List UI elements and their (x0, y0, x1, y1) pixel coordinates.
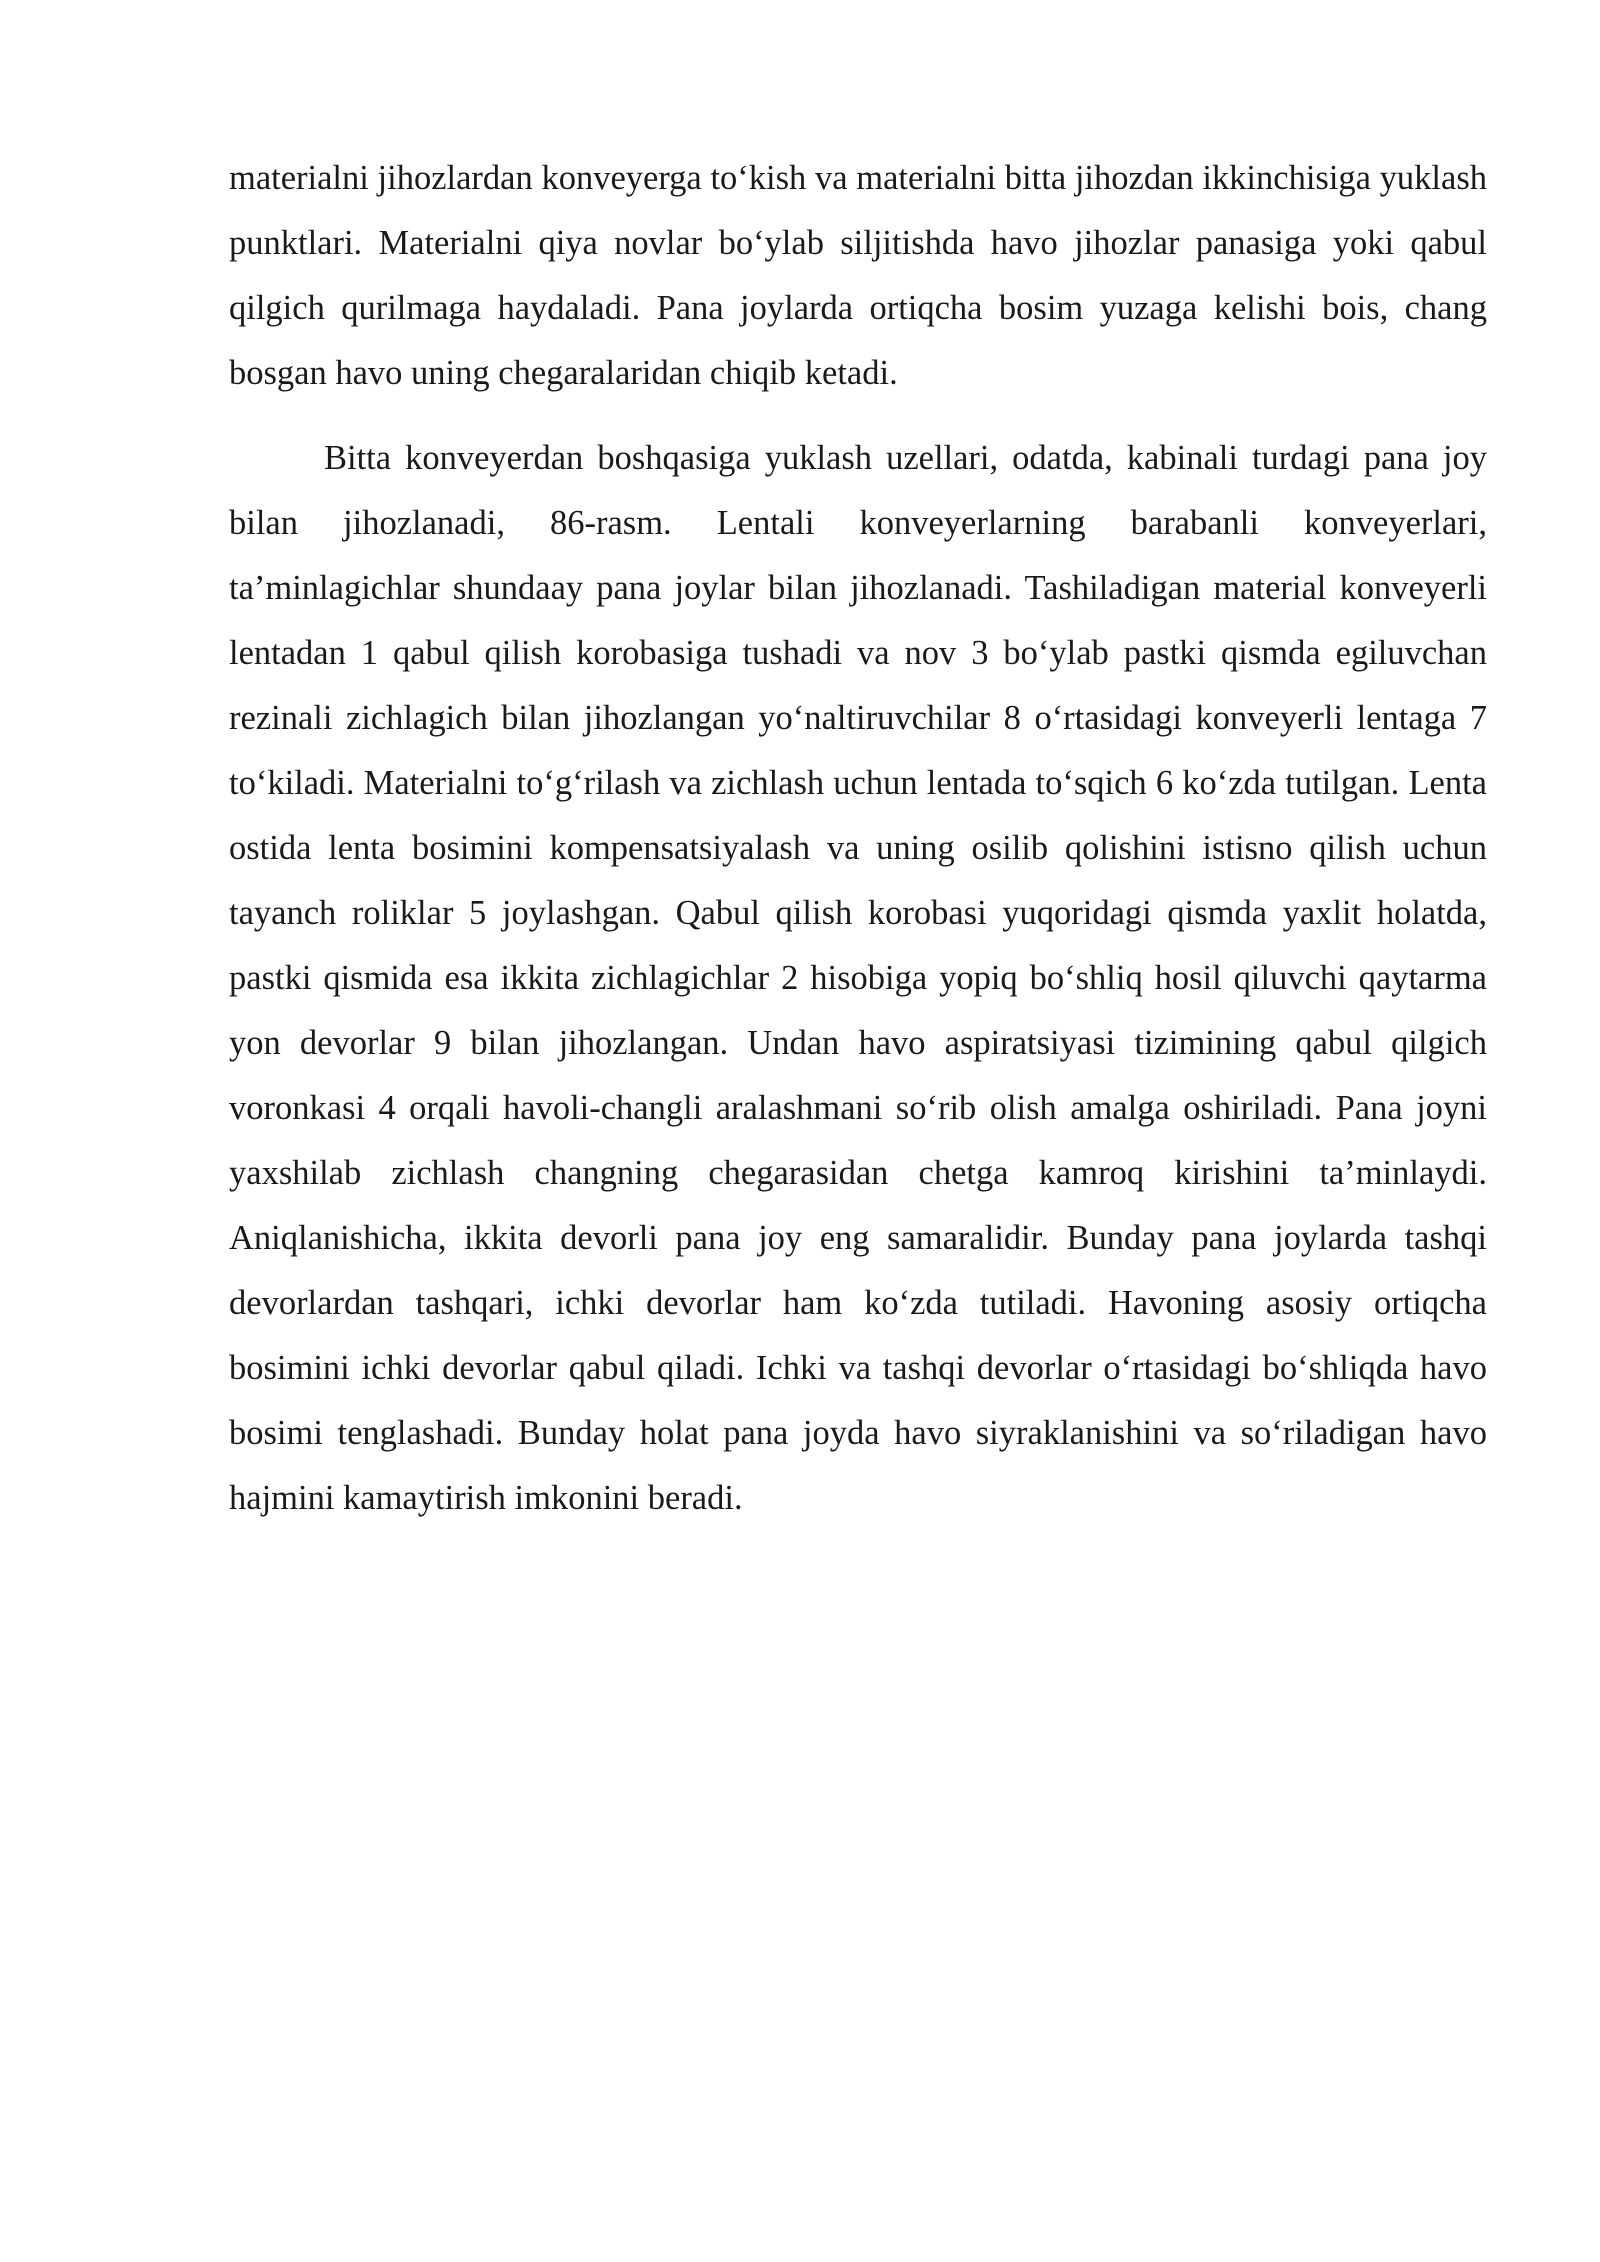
body-text (229, 146, 1487, 1531)
paragraph-2: Bitta konveyerdan boshqasiga yuklash uzellari, odatda, kabinali turdagi pana joy bilan jihozlanadi, 86-rasm. Lentali konveyerlarning barabanli konveyerlari, ta’minlagichlar shundaay pana joylar bilan jihozlanadi. Tashiladigan material konveyerli lentadan 1 qabul qilish korobasiga tushadi va nov 3 bo‘ylab pastki qismda egiluvchan rezinali zichlagich bilan jihozlangan yo‘naltiruvchilar 8 o‘rtasidagi konveyerli lentaga 7 to‘kiladi. Materialni to‘g‘rilash va zichlash uchun lentada to‘sqich 6 ko‘zda tutilgan. Lenta ostida lenta bosimini kompensatsiyalash va uning osilib qolishini istisno qilish uchun tayanch roliklar 5 joylashgan. Qabul qilish korobasi yuqoridagi qismda yaxlit holatda, pastki qismida esa ikkita zichlagichlar 2 hisobiga yopiq bo‘shliq hosil qiluvchi qaytarma yon devorlar 9 bilan jihozlangan. Undan havo aspiratsiyasi tizimining qabul qilgich voronkasi 4 orqali havoli-changli aralashmani so‘rib olish amalga oshiriladi. Pana joyni yaxshilab zichlash changning chegarasidan chetga kamroq kirishini ta’minlaydi. Aniqlanishicha, ikkita devorli pana joy eng samaralidir. Bunday pana joylarda tashqi devorlardan tashqari, ichki devorlar ham ko‘zda tutiladi. Havoning asosiy ortiqcha bosimini ichki devorlar qabul qiladi. Ichki va tashqi devorlar o‘rtasidagi bo‘shliqda havo bosimi tenglashadi. Bunday holat pana joyda havo siyraklanishini va so‘riladigan havo hajmini kamaytirish imkonini beradi. (229, 439, 1487, 1517)
paragraph-1: materialni jihozlardan konveyerga to‘kish va materialni bitta jihozdan ikkinchisiga yuklash punktlari. Materialni qiya novlar bo‘ylab siljitishda havo jihozlar panasiga yoki qabul qilgich qurilmaga haydaladi. Pana joylarda ortiqcha bosim yuzaga kelishi bois, chang bosgan havo uning chegaralaridan chiqib ketadi. (229, 159, 1487, 392)
